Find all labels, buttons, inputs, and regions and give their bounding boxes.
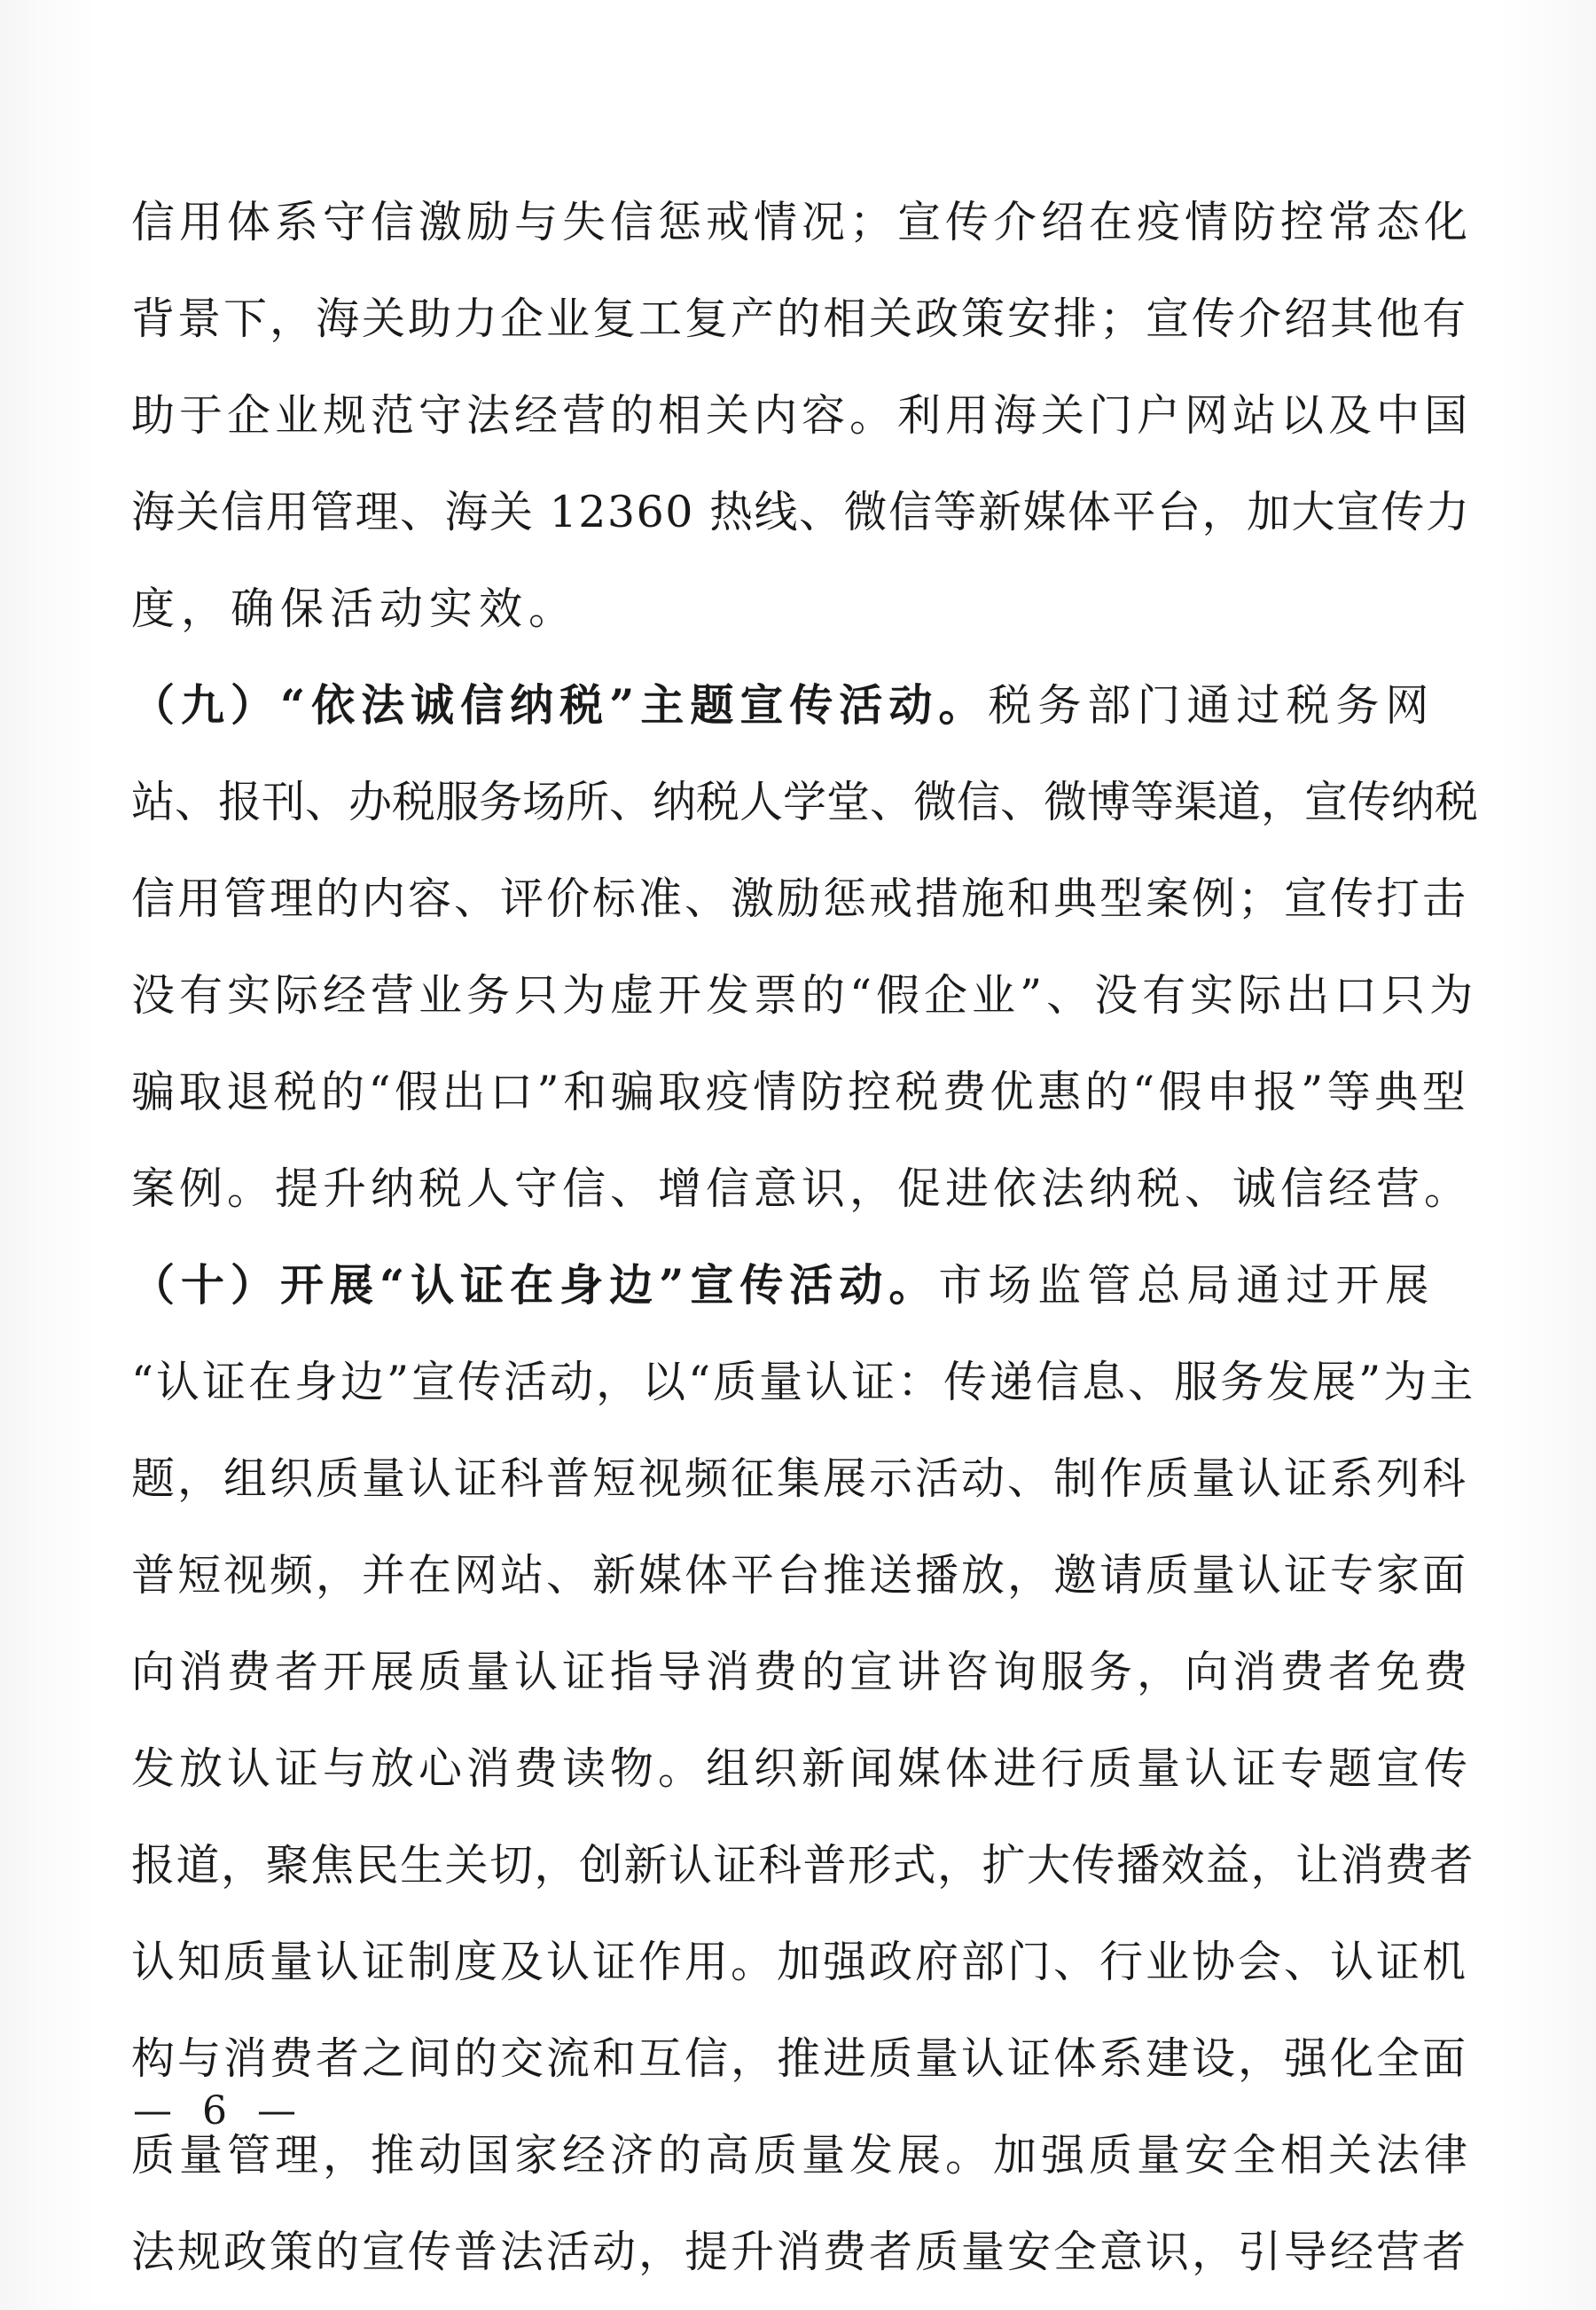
section-heading: （十）开展“认证在身边”宣传活动。 bbox=[131, 1259, 939, 1311]
text-line bbox=[131, 1430, 1479, 1527]
text-line bbox=[131, 850, 1479, 947]
text-line bbox=[131, 1914, 1479, 2010]
body-text-run: 质量管理，推动国家经济的高质量发展。加强质量安全相关法律 bbox=[131, 2130, 1473, 2181]
body-text-run: “认证在身边”宣传活动，以“质量认证：传递信息、服务发展”为主 bbox=[131, 1357, 1476, 1407]
text-line bbox=[131, 560, 1479, 657]
text-line bbox=[131, 174, 1479, 270]
text-line bbox=[131, 754, 1479, 850]
text-line bbox=[131, 2204, 1479, 2300]
body-text-run: 案例。提升纳税人守信、增信意识，促进依法纳税、诚信经营。 bbox=[131, 1163, 1473, 1214]
section-heading: （九）“依法诚信纳税”主题宣传活动。 bbox=[131, 679, 989, 731]
text-line bbox=[131, 947, 1479, 1044]
body-text-run: 海关信用管理、海关 12360 热线、微信等新媒体平台，加大宣传力 bbox=[131, 487, 1471, 537]
body-text-run: 发放认证与放心消费读物。组织新闻媒体进行质量认证专题宣传 bbox=[131, 1743, 1473, 1794]
body-text-run: 法规政策的宣传普法活动，提升消费者质量安全意识，引导经营者 bbox=[131, 2227, 1469, 2277]
text-line bbox=[131, 1624, 1479, 1720]
body-text-run: 市场监管总局通过开展 bbox=[938, 1260, 1436, 1311]
body-text-run: 报道，聚焦民生关切，创新认证科普形式，扩大传播效益，让消费者 bbox=[131, 1840, 1475, 1891]
text-line bbox=[131, 1817, 1479, 1914]
body-text-run: 认知质量认证制度及认证作用。加强政府部门、行业协会、认证机 bbox=[131, 1937, 1469, 1987]
text-line bbox=[131, 464, 1479, 560]
text-line bbox=[131, 657, 1479, 754]
text-line bbox=[131, 1527, 1479, 1624]
body-text-run: 站、报刊、办税服务场所、纳税人学堂、微信、微博等渠道，宣传纳税 bbox=[131, 777, 1479, 827]
body-text-run: 题，组织质量认证科普短视频征集展示活动、制作质量认证系列科 bbox=[131, 1453, 1469, 1504]
document-body bbox=[131, 174, 1479, 2300]
text-line bbox=[131, 1720, 1479, 1817]
text-line bbox=[131, 2107, 1479, 2204]
text-line bbox=[131, 1044, 1479, 1140]
body-text-run: 向消费者开展质量认证指导消费的宣讲咨询服务，向消费者免费 bbox=[131, 1647, 1473, 1697]
body-text-run: 构与消费者之间的交流和互信，推进质量认证体系建设，强化全面 bbox=[131, 2033, 1469, 2084]
body-text-run: 普短视频，并在网站、新媒体平台推送播放，邀请质量认证专家面 bbox=[131, 1550, 1469, 1601]
text-line bbox=[131, 270, 1479, 367]
text-line bbox=[131, 2010, 1479, 2107]
text-line bbox=[131, 1334, 1479, 1430]
body-text-run: 税务部门通过税务网 bbox=[988, 680, 1436, 731]
body-text-run: 信用管理的内容、评价标准、激励惩戒措施和典型案例；宣传打击 bbox=[131, 873, 1469, 924]
body-text-run: 背景下，海关助力企业复工复产的相关政策安排；宣传介绍其他有 bbox=[131, 294, 1469, 344]
body-text-run: 骗取退税的“假出口”和骗取疫情防控税费优惠的“假申报”等典型 bbox=[131, 1067, 1470, 1117]
text-line bbox=[131, 367, 1479, 464]
body-text-run: 信用体系守信激励与失信惩戒情况；宣传介绍在疫情防控常态化 bbox=[131, 197, 1473, 247]
page-number: — 6 — bbox=[133, 2088, 305, 2134]
body-text-run: 助于企业规范守法经营的相关内容。利用海关门户网站以及中国 bbox=[131, 390, 1473, 441]
body-text-run: 没有实际经营业务只为虚开发票的“假企业”、没有实际出口只为 bbox=[131, 970, 1478, 1021]
text-line bbox=[131, 1140, 1479, 1237]
text-line bbox=[131, 1237, 1479, 1334]
body-text-run: 度，确保活动实效。 bbox=[131, 583, 579, 634]
